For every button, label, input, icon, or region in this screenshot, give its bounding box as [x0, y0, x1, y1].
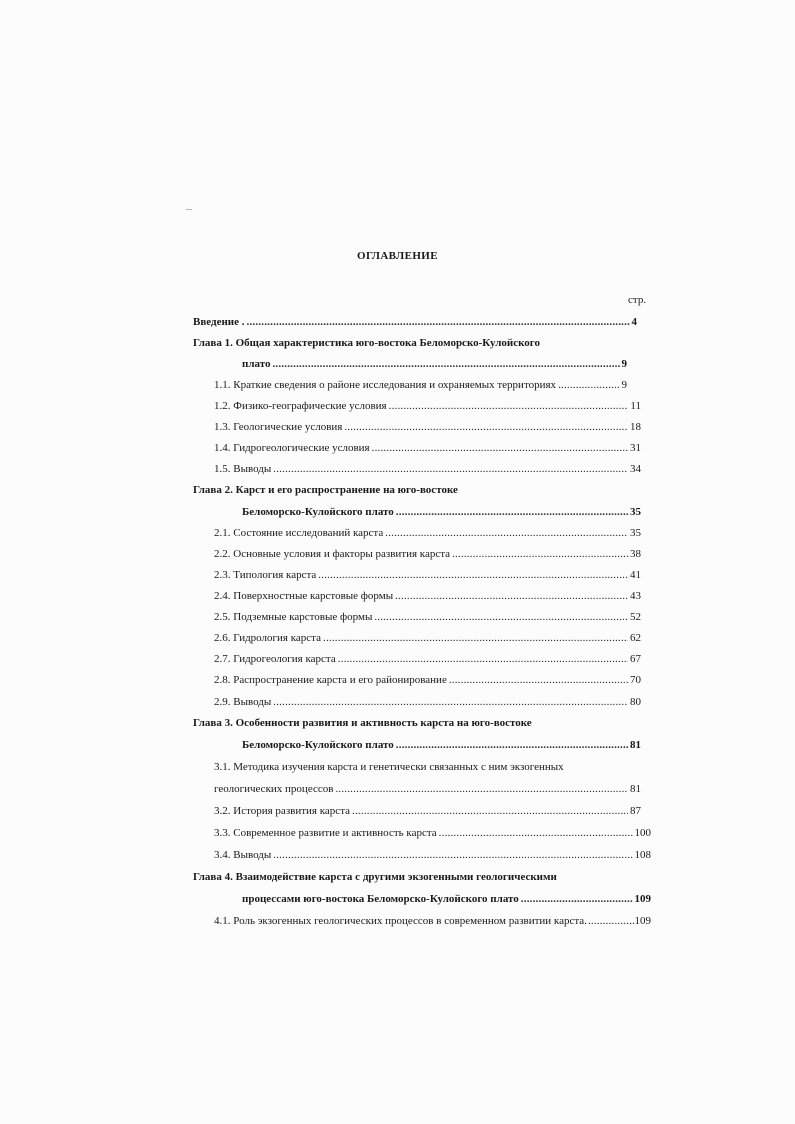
toc-entry-page: 9	[621, 358, 627, 370]
toc-entry-page: 109	[634, 893, 651, 905]
toc-entry-text: Беломорско-Кулойского плато	[242, 506, 394, 518]
toc-entry-text: 1.3. Геологические условия	[214, 421, 343, 433]
toc-entry-page: 108	[634, 849, 651, 861]
leader-dots	[372, 442, 628, 455]
leader-dots	[338, 653, 628, 666]
toc-section-2-7[interactable]	[214, 653, 641, 666]
toc-chapter-1[interactable]	[242, 358, 627, 371]
toc-entry-page: 100	[634, 827, 651, 839]
toc-section-2-8[interactable]	[214, 674, 641, 687]
toc-entry-page: 87	[630, 805, 641, 817]
toc-entry-page: 11	[630, 400, 641, 412]
toc-entry-text: 2.9. Выводы	[214, 696, 272, 708]
leader-dots	[395, 590, 628, 603]
leader-dots	[452, 548, 628, 561]
toc-section-1-2[interactable]	[214, 400, 641, 413]
toc-entry-page: 43	[630, 590, 641, 602]
page-title: ОГЛАВЛЕНИЕ	[357, 250, 438, 262]
toc-chapter-4[interactable]	[242, 893, 651, 906]
leader-dots	[335, 783, 628, 796]
leader-dots	[323, 632, 628, 645]
toc-entry-introduction[interactable]	[193, 316, 637, 329]
toc-section-1-5[interactable]	[214, 463, 641, 476]
toc-section-2-3[interactable]	[214, 569, 641, 582]
toc-entry-page: 35	[630, 506, 641, 518]
toc-entry-text: 1.4. Гидрогеологические условия	[214, 442, 370, 454]
toc-section-3-1-title[interactable]: 3.1. Методика изучения карста и генетически связанных с ним экзогенных	[214, 761, 564, 773]
toc-section-2-5[interactable]	[214, 611, 641, 624]
toc-section-2-1[interactable]	[214, 527, 641, 540]
toc-chapter-4-title[interactable]: Глава 4. Взаимодействие карста с другими экзогенными геологическими	[193, 871, 557, 883]
leader-dots	[439, 827, 633, 840]
leader-dots	[272, 358, 619, 371]
toc-section-3-3[interactable]	[214, 827, 651, 840]
leader-dots	[396, 739, 628, 752]
toc-entry-page: 35	[630, 527, 641, 539]
toc-entry-text: 2.6. Гидрология карста	[214, 632, 321, 644]
toc-entry-text: геологических процессов	[214, 783, 334, 795]
toc-entry-text: 2.3. Типология карста	[214, 569, 317, 581]
toc-section-1-3[interactable]	[214, 421, 641, 434]
toc-section-2-4[interactable]	[214, 590, 641, 603]
toc-entry-page: 31	[630, 442, 641, 454]
toc-section-4-1[interactable]	[214, 915, 651, 928]
toc-section-3-2[interactable]	[214, 805, 641, 818]
toc-entry-text: плато	[242, 358, 271, 370]
toc-entry-text: 2.7. Гидрогеология карста	[214, 653, 336, 665]
toc-entry-text: 2.8. Распространение карста и его районирование	[214, 674, 447, 686]
toc-entry-text: 3.3. Современное развитие и активность карста	[214, 827, 437, 839]
toc-entry-page: 9	[621, 379, 627, 391]
toc-entry-page: 34	[630, 463, 641, 475]
leader-dots	[521, 893, 633, 906]
leader-dots	[344, 421, 628, 434]
toc-entry-text: 1.2. Физико-географические условия	[214, 400, 387, 412]
toc-entry-page: 70	[630, 674, 641, 686]
toc-entry-page: 80	[630, 696, 641, 708]
leader-dots	[385, 527, 628, 540]
toc-section-3-4[interactable]	[214, 849, 651, 862]
toc-entry-text: 2.1. Состояние исследований карста	[214, 527, 384, 539]
toc-entry-text: 2.4. Поверхностные карстовые формы	[214, 590, 394, 602]
toc-entry-page: 18	[630, 421, 641, 433]
toc-entry-text: Беломорско-Кулойского плато	[242, 739, 394, 751]
toc-entry-page: 52	[630, 611, 641, 623]
toc-entry-text: 4.1. Роль экзогенных геологических процессов в современном развитии карста.	[214, 915, 587, 927]
toc-entry-text: процессами юго-востока Беломорско-Кулойского плато	[242, 893, 519, 905]
toc-entry-page: 4	[631, 316, 637, 328]
leader-dots	[449, 674, 628, 687]
toc-entry-page: 67	[630, 653, 641, 665]
leader-dots	[273, 696, 628, 709]
toc-section-1-1[interactable]	[214, 379, 627, 392]
leader-dots	[352, 805, 628, 818]
toc-chapter-3[interactable]	[242, 739, 641, 752]
toc-entry-page: 38	[630, 548, 641, 560]
toc-entry-page: 62	[630, 632, 641, 644]
toc-chapter-2-title[interactable]: Глава 2. Карст и его распространение на юго-востоке	[193, 484, 458, 496]
leader-dots	[389, 400, 629, 413]
toc-entry-text: 2.5. Подземные карстовые формы	[214, 611, 373, 623]
toc-chapter-3-title[interactable]: Глава 3. Особенности развития и активность карста на юго-востоке	[193, 717, 532, 729]
toc-entry-text: 1.5. Выводы	[214, 463, 272, 475]
leader-dots	[273, 849, 632, 862]
toc-entry-text: Введение .	[193, 316, 245, 328]
toc-entry-text: 3.4. Выводы	[214, 849, 272, 861]
toc-entry-page: 109	[634, 915, 651, 927]
leader-dots	[247, 316, 630, 329]
toc-section-2-6[interactable]	[214, 632, 641, 645]
leader-dots	[318, 569, 628, 582]
toc-entry-text: 3.2. История развития карста	[214, 805, 351, 817]
toc-section-2-9[interactable]	[214, 696, 641, 709]
toc-chapter-2[interactable]	[242, 506, 641, 519]
toc-entry-text: 2.2. Основные условия и факторы развития карста	[214, 548, 451, 560]
toc-entry-page: 81	[630, 783, 641, 795]
toc-section-2-2[interactable]	[214, 548, 641, 561]
leader-dots	[558, 379, 619, 392]
page-column-label: стр.	[628, 294, 647, 306]
toc-entry-page: 81	[630, 739, 641, 751]
leader-dots	[588, 915, 634, 928]
leader-dots	[273, 463, 628, 476]
leader-dots	[396, 506, 628, 519]
toc-chapter-1-title[interactable]: Глава 1. Общая характеристика юго-востока Беломорско-Кулойского	[193, 337, 541, 349]
leader-dots	[374, 611, 628, 624]
toc-entry-page: 41	[630, 569, 641, 581]
toc-section-3-1[interactable]	[214, 783, 641, 796]
toc-section-1-4[interactable]	[214, 442, 641, 455]
toc-entry-text: 1.1. Краткие сведения о районе исследования и охраняемых территориях	[214, 379, 557, 391]
